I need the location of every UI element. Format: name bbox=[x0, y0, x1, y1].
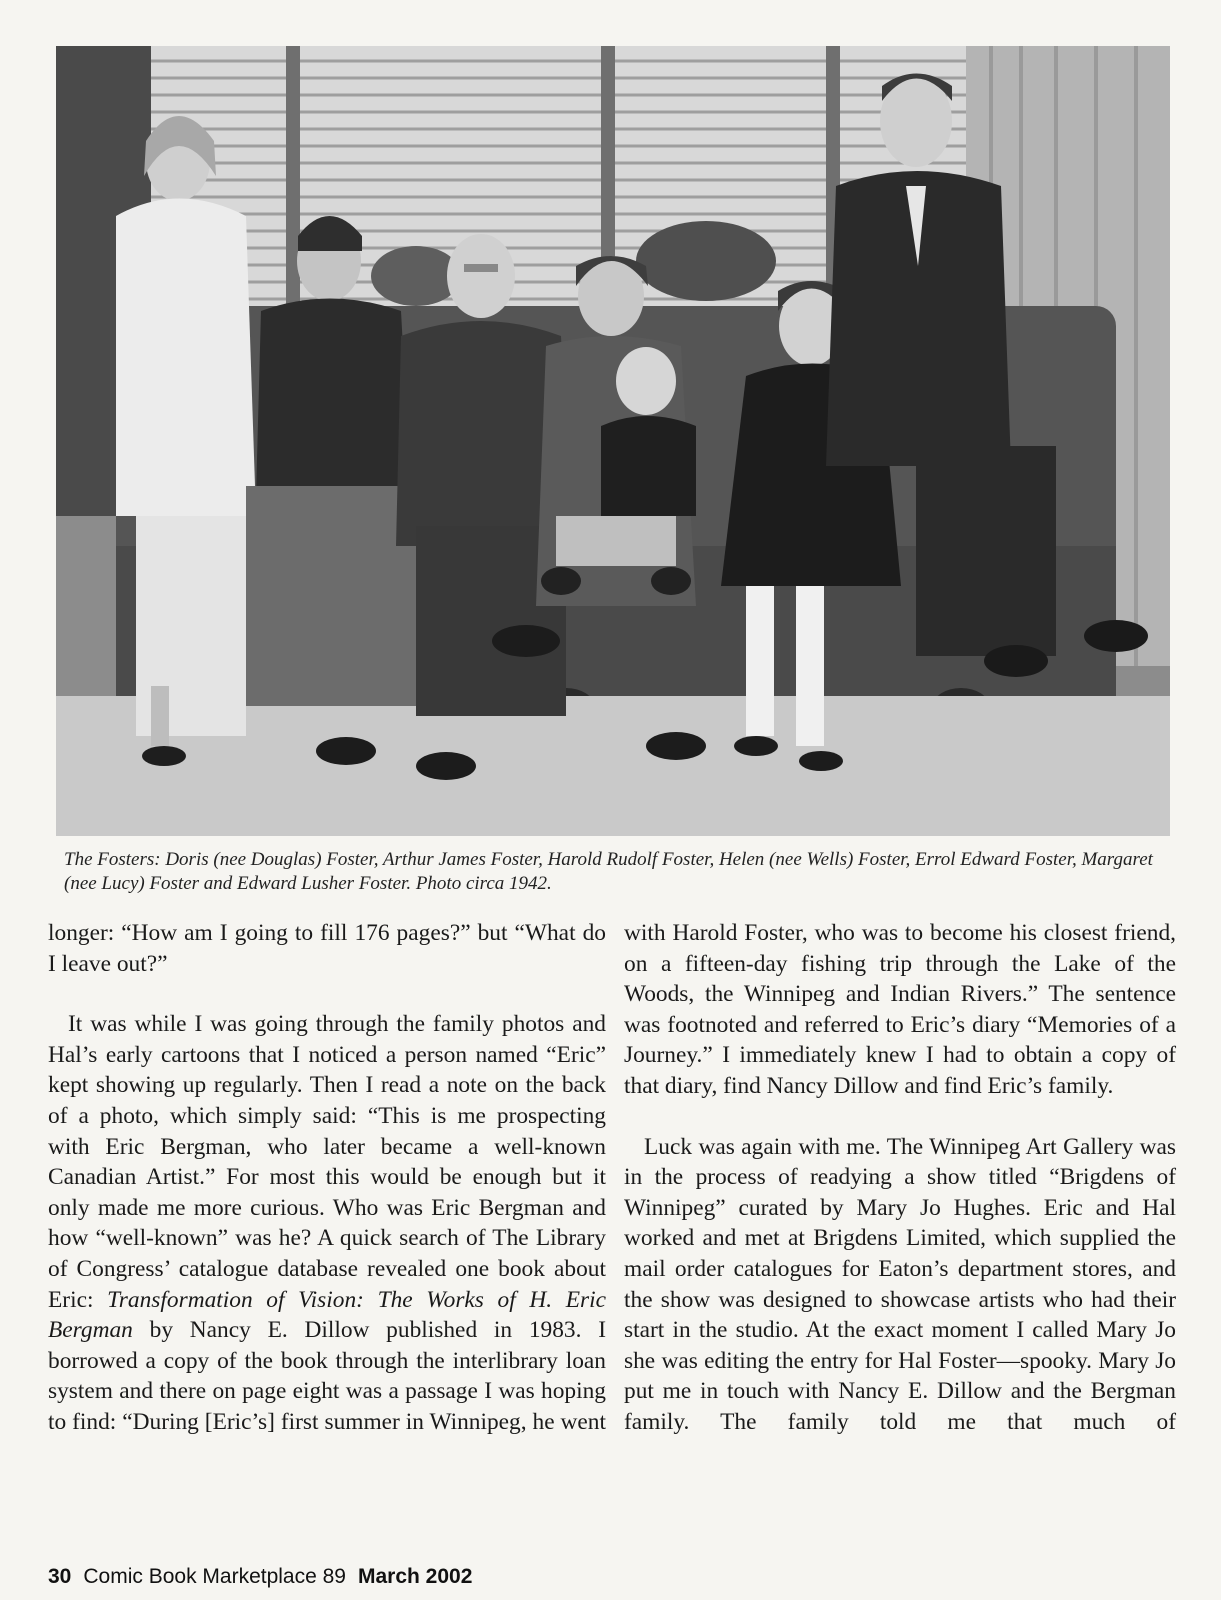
article-column-left bbox=[48, 918, 606, 1438]
book-title: Transformation of Vision: The Works of H. Eric Bergman bbox=[48, 1286, 606, 1344]
paragraph: with Harold Foster, who was to become his closest friend, on a fifteen-day fishing trip through the Lake of the Woods, the Winnipeg and Indian Rivers.” The sentence was footnoted and referred to Eric’s diary “Memories of a Journey.” I immediately knew I had to obtain a copy of that diary, find Nancy Dillow and find Eric’s family. bbox=[624, 920, 1176, 1099]
family-photo-image bbox=[56, 46, 1170, 836]
publication-name: Comic Book Marketplace 89 bbox=[83, 1565, 346, 1588]
paragraph bbox=[48, 1009, 606, 1437]
paragraph-text: It was while I was going through the family photos and Hal’s early cartoons that I noticed a person named “Eric” kept showing up regularly. Then I read a note on the back of a photo, which simply said: “This is me prospecting with Eric Bergman, who later became a well-known Canadian Artist.” For most this would be enough but it only made me more curious. Who was Eric Bergman and how “well-known” was he? A quick search of The Library of Congress’ catalogue database revealed one book about Eric: bbox=[48, 1011, 606, 1313]
photo-caption: The Fosters: Doris (nee Douglas) Foster, Arthur James Foster, Harold Rudolf Foster, Helen (nee Wells) Foster, Errol Edward Foster, Margaret (nee Lucy) Foster and Edward Lusher Foster. Photo circa 1942. bbox=[64, 849, 1153, 894]
paragraph: Luck was again with me. The Winnipeg Art Gallery was in the process of readying a show titled “Brigdens of Winnipeg” curated by Mary Jo Hughes. Eric and Hal worked and met at Brigdens Limited, which supplied the mail order catalogues for Eaton’s department stores, and the show was designed to showcase artists who had their start in the studio. At the exact moment I called Mary Jo she was editing the entry for Hal Foster—spooky. Mary Jo put me in touch with Nancy E. Dillow and the Bergman family. The family told me that much of bbox=[624, 1133, 1176, 1435]
article-column-right bbox=[624, 918, 1176, 1438]
page-number: 30 bbox=[48, 1565, 72, 1588]
issue-date: March 2002 bbox=[357, 1565, 473, 1588]
family-photo bbox=[56, 46, 1170, 836]
page-footer bbox=[48, 1565, 472, 1589]
paragraph-text: by Nancy E. Dillow published in 1983. I borrowed a copy of the book through the interlibrary loan system and there on page eight was a passage I was hoping to find: “During [Eric’s] first summer in Winnipeg, he went bbox=[48, 1317, 606, 1435]
paragraph: longer: “How am I going to fill 176 pages?” but “What do I leave out?” bbox=[48, 920, 606, 977]
